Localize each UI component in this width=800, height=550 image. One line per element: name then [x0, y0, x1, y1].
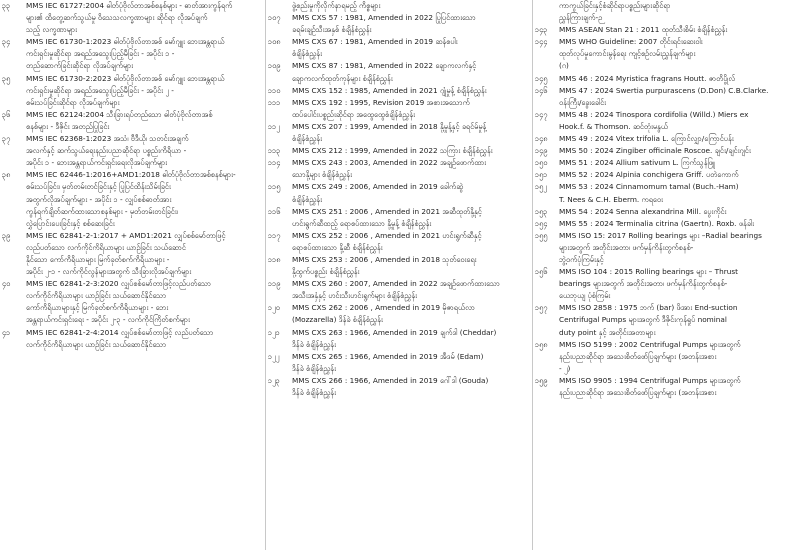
- entry-text: MMS CXS 252 : 2006 , Amended in 2021 ဟင်းရွက်ဆီနှင့်: [292, 230, 482, 240]
- entry-number: ၁၂၁: [268, 327, 280, 337]
- entry-text: MMS WHO Guideline: 2007 တိုင်းရင်းဆေးဝါး: [559, 37, 703, 47]
- standard-entry-line: [2, 254, 264, 266]
- standard-entry-line: [268, 85, 531, 97]
- entry-text: MMS CXS 251 : 2006 , Amended in 2021 အဆီထုတ်နို့နှင့်: [292, 206, 482, 216]
- entry-text: နိုင်သော ကော်ကိရိယာများ မြက်ခုတ်စက်ကိရိယာများ -: [26, 254, 170, 264]
- standard-entry-line: [268, 145, 531, 157]
- entry-number: ၁၁၂: [268, 121, 280, 131]
- entry-text: စံချိန်စံညွှန်း: [292, 134, 322, 144]
- standard-entry-line: [535, 157, 797, 169]
- entry-text: ယေဘုယျ ပုံစံကြမ်း: [559, 291, 611, 301]
- standard-entry-line: [535, 48, 797, 60]
- standard-entry-line: [535, 363, 797, 375]
- entry-text: လက်ကိုင်ကိရိယာများ ယာဉ်ခြင်း သယ်ဆောင်နိုင်သော: [26, 291, 167, 301]
- entry-text: MMS CXS 260 : 2007, Amended in 2022 အချဉ်ဖောက်ထားသော: [292, 279, 500, 289]
- standard-entry-line: [268, 36, 531, 48]
- column-right: [535, 0, 797, 550]
- standard-entry-line: [2, 48, 264, 60]
- entry-number: ၁၁၄: [268, 158, 281, 168]
- entry-text: MMS ASEAN Stan 21 : 2011 ထုတ်သီးစိမ်း စံချိန်စံညွှန်း: [559, 25, 728, 35]
- standard-entry-line: [268, 97, 531, 109]
- entry-text: MMS ISO 15: 2017 Rolling bearings များ –Radial bearings: [559, 230, 762, 240]
- entry-text: ရောစပ်ထားသော နို့ဆီ စံချိန်စံညွှန်း: [292, 242, 383, 252]
- standard-entry-line: [535, 194, 797, 206]
- entry-number: ၁၄၃: [535, 25, 548, 35]
- entry-number: ၁၄၄: [535, 37, 548, 47]
- entry-text: MMS 49 : 2024 Vitex trifolia L. ကြောင်လျှာ/ကြောင်ပန်း: [559, 134, 734, 144]
- standard-entry-line: [535, 181, 797, 193]
- standard-entry-line: [535, 375, 797, 387]
- standard-entry-line: [2, 36, 264, 48]
- standard-entry-line: [268, 278, 531, 290]
- entry-text: MMS CXS 266 : 1966, Amended in 2019 ဂေါ်ဒါ (Gouda): [292, 375, 489, 385]
- standard-entry-line: [2, 314, 264, 326]
- standard-entry-line: [268, 339, 531, 351]
- entry-text: လည်ပတ်သော လက်ကိုင်ကိရိယာများ ယာဉ်ခြင်း သယ်ဆောင်: [26, 242, 186, 252]
- standard-entry-line: [268, 121, 531, 133]
- standard-entry-line: [2, 206, 264, 218]
- entry-text: ဒိန်ခဲ စံချိန်စံညွှန်း: [292, 339, 336, 349]
- entry-text: MMS CXS 207 : 1999, Amended in 2018 နို့မှုန့်နှင့် ခရင်မ်မှုန့်: [292, 121, 487, 131]
- entry-text: အလက်နှင့် ဆက်သွယ်ရေးနည်းပညာဆိုင်ရာ ပစ္စည်းကိရိယာ -: [26, 146, 187, 156]
- entry-number: ၁၅၄: [535, 218, 548, 228]
- standard-entry-line: [535, 327, 797, 339]
- entry-text: MMS CXS 263 : 1966, Amended in 2019 ချက်ဒါ (Cheddar): [292, 327, 497, 337]
- standard-entry-line: [268, 266, 531, 278]
- entry-text: ခရမ်းချဉ်သီးအနှစ် စံချိန်စံညွှန်း: [292, 25, 372, 35]
- standard-entry-line: [535, 24, 797, 36]
- column-divider: [265, 0, 266, 550]
- entry-number: ၁၀၉: [268, 61, 281, 71]
- standard-entry-line: [268, 290, 531, 302]
- standard-entry-line: [2, 73, 264, 85]
- standard-entry-line: [535, 339, 797, 351]
- standard-entry-line: [2, 85, 264, 97]
- entry-text: MMS 52 : 2024 Alpinia conchigera Griff. ပတဲကောက်: [559, 170, 739, 180]
- entry-number: ၁၁၇: [268, 230, 281, 240]
- entry-text: သည့် လက္ခဏာများ: [26, 25, 77, 35]
- standard-entry-line: [268, 157, 531, 169]
- entry-text: များ၏ ထိတွေ့ဆက်သွယ်မှု ဝိသေသလက္ခဏာများ ဆိုင်ရာ လိုအပ်ချက်: [26, 13, 208, 23]
- entry-text: MMS ISO 2858 : 1975 ဘက် (bar) ဖိအား End-suction: [559, 303, 738, 313]
- entry-number: ၁၅၇: [535, 303, 548, 313]
- standard-entry-line: [535, 278, 797, 290]
- entry-number: ၁၀၈: [268, 37, 281, 47]
- standard-entry-line: [535, 290, 797, 302]
- standard-entry-line: [268, 60, 531, 72]
- entry-text: ကာကွယ်ခြင်းနှင့်စံဆိုင်ရာပစ္စည်းများဆိုင်ရာ: [559, 1, 671, 10]
- standard-entry-line: [268, 73, 531, 85]
- standard-entry-line: [2, 278, 264, 290]
- standard-entry-line: [535, 351, 797, 363]
- standard-entry-line: [2, 339, 264, 351]
- standard-entry-line: [535, 145, 797, 157]
- entry-text: MMS 47 : 2024 Swertia purpurascens (D.Don) C.B.Clarke.: [559, 85, 769, 95]
- entry-number: ၁၁၁: [268, 97, 281, 107]
- standard-entry-line: [535, 12, 797, 24]
- standard-entry-line: [535, 169, 797, 181]
- entry-text: အသီးအနှံနှင့် ဟင်းသီးဟင်းရွက်များ စံချိန်စံညွှန်း: [292, 291, 417, 301]
- entry-number: ၁၅၂: [535, 182, 547, 192]
- entry-number: ၁၅၈: [535, 339, 548, 349]
- entry-number: ၃၇: [2, 134, 11, 144]
- entry-text: MMS IEC 61727:2004 ဓါတ်ပုံဗိုလ်တာအစ်စနစ်များ - ဓာတ်အားကွန်ရက်: [26, 1, 233, 10]
- standard-entry-line: [268, 254, 531, 266]
- standard-entry-line: [2, 145, 264, 157]
- entry-text: ဒိန်ခဲ စံချိန်စံညွှန်း: [292, 388, 336, 397]
- entry-text: bearings များအတွက် အတိုင်းအတာ၊ ဖက်မှန်ကိန်းတွက်စနစ်-: [559, 279, 728, 289]
- entry-number: ၃၆: [2, 109, 11, 119]
- entry-text: MMS IEC 61730-2:2023 ဓါတ်ပုံဗိုလ်တာအစ် မော်ဂျူး ဘေးအန္တရာယ်: [26, 73, 225, 83]
- entry-number: ၁၅၃: [535, 206, 548, 216]
- column-left: [2, 0, 264, 550]
- standard-entry-line: [268, 194, 531, 206]
- entry-number: ၁၄၇: [535, 109, 548, 119]
- entry-text: ကွန်ရက်ချိတ်ဆက်ထားသောစနစ်များ - မှတ်တမ်းတင်ခြင်း၊: [26, 206, 178, 216]
- entry-text: MMS CXS 262 : 2006 , Amended in 2019 မိုဇာရယ်လာ: [292, 303, 475, 313]
- entry-text: T. Nees & C.H. Eberm. ကရဝေး: [559, 194, 663, 204]
- entry-text: ဘွဲ့ဝက်ပုံကြမ်းနှင့်: [559, 254, 604, 264]
- entry-number: ၄၁: [2, 327, 11, 337]
- entry-text: duty point နှင့် အတိုင်းအတာများ: [559, 327, 656, 337]
- entry-number: ၁၄၉: [535, 146, 548, 156]
- standard-entry-line: [535, 254, 797, 266]
- entry-text: ချောကလက်ထုတ်ကုန်များ စံချိန်စံညွှန်း: [292, 73, 393, 83]
- entry-text: ဖွဲ့စည်းမှုကိုလိုက်နာရမည့် ကိစ္စများ: [292, 1, 381, 10]
- entry-text: MMS IEC 62368-1:2023 အသံ၊ ဗီဒီယို၊ သတင်းအချက်: [26, 134, 189, 144]
- standard-entry-line: [2, 133, 264, 145]
- entry-text: (Mozzarella) ဒိန်ခဲ စံချိန်စံညွှန်း: [292, 315, 383, 325]
- entry-text: MMS 48 : 2024 Tinospora cordifolia (Willd.) Miers ex: [559, 109, 749, 119]
- standard-entry-line: [2, 24, 264, 36]
- standard-entry-line: [2, 169, 264, 181]
- standard-entry-line: [268, 387, 531, 399]
- entry-number: ၁၁၀: [268, 85, 281, 95]
- entry-text: ကင်းရှင်းမှုဆိုင်ရာ အရည်အသွေးပြည့်မီခြင်း - အပိုင်း ၂ -: [26, 85, 174, 95]
- entry-number: ၃၃: [2, 1, 11, 10]
- entry-text: MMS CXS 253 : 2006 , Amended in 2018 သုတ်ဝေးရေး: [292, 254, 477, 264]
- standard-entry-line: [535, 97, 797, 109]
- standard-entry-line: [268, 242, 531, 254]
- standard-entry-line: [2, 302, 264, 314]
- entry-number: ၁၄၈: [535, 134, 548, 144]
- standard-entry-line: [268, 133, 531, 145]
- entry-text: နည်းပညာဆိုင်ရာ အသေးစိတ်ဖော်ပြချက်များ (အတန်းအစား: [559, 351, 717, 361]
- entry-text: MMS ISO 104 : 2015 Rolling bearings များ – Thrust: [559, 267, 738, 277]
- standard-entry-line: [268, 169, 531, 181]
- entry-number: ၄၀: [2, 279, 11, 289]
- standard-entry-line: [535, 206, 797, 218]
- entry-text: များအတွက် အတိုင်းအတာ၊ ဖက်မှန်ကိန်းတွက်စနစ်-: [559, 242, 694, 252]
- standard-entry-line: [535, 85, 797, 97]
- standard-entry-line: [268, 48, 531, 60]
- standard-entry-line: [268, 302, 531, 314]
- standard-entry-line: [2, 12, 264, 24]
- entry-text: စံချိန်စံညွှန်း: [292, 194, 322, 204]
- entry-text: MMS IEC 62841-2-1:2017 + AMD1:2021 လျှပ်စစ်မော်တာဖြင့်: [26, 230, 226, 240]
- entry-text: သောနို့များ စံချိန်စံညွှန်း: [292, 170, 352, 180]
- entry-text: MMS CXS 57 : 1981, Amended in 2022 ပြုပြင်ထားသော: [292, 13, 476, 23]
- entry-number: ၁၂၃: [268, 375, 280, 385]
- standard-entry-line: [268, 0, 531, 12]
- entry-text: MMS CXS 265 : 1966, Amended in 2019 အီဒမ် (Edam): [292, 351, 484, 361]
- standard-entry-line: [2, 290, 264, 302]
- entry-number: ၁၁၈: [268, 254, 281, 264]
- entry-number: ၁၁၅: [268, 182, 281, 192]
- entry-number: ၁၁၉: [268, 279, 281, 289]
- entry-text: MMS ISO 9905 : 1994 Centrifugal Pumps များအတွက်: [559, 375, 741, 385]
- entry-text: MMS IEC 62841-2-4:2014 လျှပ်စစ်မော်တာဖြင့် လည်ပတ်သော: [26, 327, 214, 337]
- entry-number: ၁၀၇: [268, 13, 281, 23]
- standard-entry-line: [535, 121, 797, 133]
- standard-entry-line: [2, 242, 264, 254]
- standard-entry-line: [268, 109, 531, 121]
- entry-number: ၁၄၆: [535, 85, 548, 95]
- entry-text: MMS IEC 62841-2-3:2020 လျှပ်စစ်မော်တာဖြင့်လည်ပတ်သော: [26, 279, 212, 289]
- entry-text: MMS 53 : 2024 Cinnamomum tamal (Buch.-Ham): [559, 182, 739, 192]
- entry-text: ဝန်းကြီး/ခွေးခေါင်း: [559, 97, 606, 107]
- entry-text: ထပ်ပေါင်းပစ္စည်းဆိုင်ရာ အထွေထွေစံချိန်စံညွှန်း: [292, 109, 415, 119]
- standard-entry-line: [2, 0, 264, 12]
- standard-entry-line: [535, 0, 797, 12]
- standard-entry-line: [268, 327, 531, 339]
- entry-text: MMS IEC 62446-1:2016+AMD1:2018 ဓါတ်ပုံဗိုလ်တာအစ်စနစ်များ-: [26, 170, 236, 180]
- standard-entry-line: [2, 327, 264, 339]
- entry-number: ၁၂၀: [268, 303, 280, 313]
- entry-text: ကော်ကိရိယာများနှင့် မြက်ခုတ်စက်ကိရိယာများ - ဘေး: [26, 303, 169, 313]
- entry-text: စမ်းသပ်ခြင်းဆိုင်ရာ လိုအပ်ချက်များ: [26, 97, 120, 107]
- standard-entry-line: [535, 302, 797, 314]
- standard-entry-line: [535, 73, 797, 85]
- entry-number: ၃၉: [2, 230, 11, 240]
- entry-text: MMS 54 : 2024 Senna alexandrina Mill. ပွေးကိုင်း: [559, 206, 727, 216]
- standard-entry-line: [2, 194, 264, 206]
- entry-text: ဒိန်ခဲ စံချိန်စံညွှန်း: [292, 363, 336, 373]
- entry-text: MMS CXS 249 : 2006, Amended in 2019 ခေါက်ဆွဲ: [292, 182, 464, 192]
- entry-text: လက်ကိုင်ကိရိယာများ ယာဉ်ခြင်း သယ်ဆောင်နိုင်သော: [26, 339, 167, 349]
- entry-text: MMS 46 : 2024 Myristica fragrans Houtt. ဇာတိပ္ဖိုလ်: [559, 73, 736, 83]
- entry-number: ၁၅၁: [535, 170, 548, 180]
- entry-text: အန္တရာယ်ကင်းရှင်းရေး - အပိုင်း ၂-၃ - လက်ကိုင်ကြိတ်စက်များ: [26, 315, 190, 325]
- entry-number: ၁၁၆: [268, 206, 281, 216]
- entry-number: ၃၈: [2, 170, 11, 180]
- standard-entry-line: [2, 109, 264, 121]
- entry-number: ၁၁၃: [268, 146, 281, 156]
- entry-number: ၃၅: [2, 73, 11, 83]
- standard-entry-line: [268, 375, 531, 387]
- entry-text: MMS CXS 67 : 1981, Amended in 2019 ဆန်စပါး: [292, 37, 458, 47]
- standard-entry-line: [268, 218, 531, 230]
- entry-text: ထုတ်လုပ်မှုကောင်းမွန်ရေး ကျင့်စဉ်လမ်းညွှန်ချက်များ: [559, 49, 696, 59]
- entry-text: ဟင်းရွက်ဆီထည့် ရောစပ်ထားသော နို့မှုန့် စံချိန်စံညွှန်း: [292, 218, 432, 228]
- entry-text: MMS CXS 192 : 1995, Revision 2019 အစားအသောက်: [292, 97, 470, 107]
- entry-text: လွှဲပြောင်းပေးခြင်းနှင့် စစ်ဆေးခြင်း: [26, 218, 115, 228]
- standard-entry-line: [535, 218, 797, 230]
- entry-text: စမ်းသပ်ခြင်း၊ မှတ်တမ်းတင်ခြင်းနှင့် ပြုပြင်ထိန်းသိမ်းခြင်း: [26, 182, 171, 192]
- entry-text: MMS CXS 87 : 1981, Amended in 2022 ချောကလက်နှင့်: [292, 61, 477, 71]
- column-middle: [268, 0, 531, 550]
- entry-text: ညွှန်ကြားချက်-ဉ: [559, 13, 603, 23]
- standard-entry-line: [2, 121, 264, 133]
- standard-entry-line: [535, 133, 797, 145]
- standard-entry-line: [268, 181, 531, 193]
- entry-text: တည်ဆောက်ခြင်းဆိုင်ရာ လိုအပ်ချက်များ: [26, 61, 134, 71]
- entry-text: MMS 55 : 2024 Terminalia citrina (Gaertn). Roxb. ဖန်ခါး: [559, 218, 754, 228]
- standard-entry-line: [535, 242, 797, 254]
- entry-number: ၁၅၅: [535, 230, 548, 240]
- entry-text: MMS CXS 212 : 1999, Amended in 2022 သကြား စံချိန်စံညွှန်း: [292, 146, 493, 156]
- standard-entry-line: [268, 314, 531, 326]
- entry-text: Centrifugal Pumps များအတွက် ဒီဇိုင်းကုန်ရှုပ် nominal: [559, 315, 727, 325]
- standard-entry-line: [268, 24, 531, 36]
- standard-entry-line: [535, 230, 797, 242]
- entry-text: အတွက်လိုအပ်ချက်များ - အပိုင်း ၁ - လျှပ်စစ်ဓာတ်အား: [26, 194, 172, 204]
- standard-entry-line: [2, 97, 264, 109]
- standard-entry-line: [2, 157, 264, 169]
- entry-number: ၁၅၀: [535, 158, 548, 168]
- standard-entry-line: [535, 266, 797, 278]
- entry-number: ၁၂၂: [268, 351, 280, 361]
- standard-entry-line: [2, 218, 264, 230]
- entry-text: (ဂ): [559, 61, 569, 71]
- standard-entry-line: [2, 60, 264, 72]
- standard-entry-line: [535, 387, 797, 399]
- entry-text: - ၂): [559, 363, 571, 373]
- entry-text: အပိုင်း ၂-၁ - လက်ကိုင်လွန်များအတွက် သီးခြားလိုအပ်ချက်များ: [26, 267, 192, 277]
- standard-entry-line: [535, 60, 797, 72]
- entry-number: ၁၅၉: [535, 375, 548, 385]
- standard-entry-line: [268, 206, 531, 218]
- standard-entry-line: [2, 230, 264, 242]
- standard-entry-line: [2, 266, 264, 278]
- standard-entry-line: [268, 363, 531, 375]
- standard-entry-line: [535, 314, 797, 326]
- entry-text: MMS 51 : 2024 Allium sativum L. ကြက်သွန်ဖြူ: [559, 158, 716, 168]
- entry-number: ၁၄၅: [535, 73, 548, 83]
- entry-text: စနစ်များ - ဒီဇိုင်း အတည်ပြုခြင်း: [26, 121, 110, 131]
- entry-text: နို့ထွက်ပစ္စည်း စံချိန်စံညွှန်း: [292, 267, 360, 277]
- entry-number: ၃၄: [2, 37, 11, 47]
- standard-entry-line: [268, 351, 531, 363]
- standard-entry-line: [268, 12, 531, 24]
- entry-text: အပိုင်း ၁ - ဘေးအန္တရာယ်ကင်းရှင်းရေးလိုအပ်ချက်များ: [26, 158, 168, 168]
- entry-text: MMS CXS 243 : 2003, Amended in 2022 အချဉ်ဖောက်ထား: [292, 158, 487, 168]
- standard-entry-line: [535, 109, 797, 121]
- entry-text: MMS IEC 61730-1:2023 ဓါတ်ပုံဗိုလ်တာအစ် မော်ဂျူး ဘေးအန္တရာယ်: [26, 37, 225, 47]
- standard-entry-line: [2, 181, 264, 193]
- entry-text: MMS 50 : 2024 Zingiber officinale Roscoe. ချင်း/ချင်းဂျင်း: [559, 146, 751, 156]
- entry-text: MMS CXS 152 : 1985, Amended in 2021 ဂျုံမှုန့် စံချိန်စံညွှန်း: [292, 85, 487, 95]
- entry-text: ကင်းရှင်းမှုဆိုင်ရာ အရည်အသွေးပြည့်မီခြင်း - အပိုင်း ၁ -: [26, 49, 175, 59]
- standard-entry-line: [268, 230, 531, 242]
- entry-text: Hook.f. & Thomson. ဆင်တုံးမနွယ်: [559, 121, 668, 131]
- entry-number: ၁၅၆: [535, 267, 548, 277]
- column-divider: [532, 0, 533, 550]
- entry-text: MMS IEC 62124:2004 သီးခြားရပ်တည်သော ဓါတ်ပုံဗိုလ်တာအစ်: [26, 109, 213, 119]
- standard-entry-line: [535, 36, 797, 48]
- entry-text: MMS ISO 5199 : 2002 Centrifugal Pumps များအတွက်: [559, 339, 741, 349]
- entry-text: စံချိန်စံညွှန်း: [292, 49, 322, 59]
- entry-text: နည်းပညာဆိုင်ရာ အသေးစိတ်ဖော်ပြချက်များ (အတန်းအစား: [559, 388, 717, 397]
